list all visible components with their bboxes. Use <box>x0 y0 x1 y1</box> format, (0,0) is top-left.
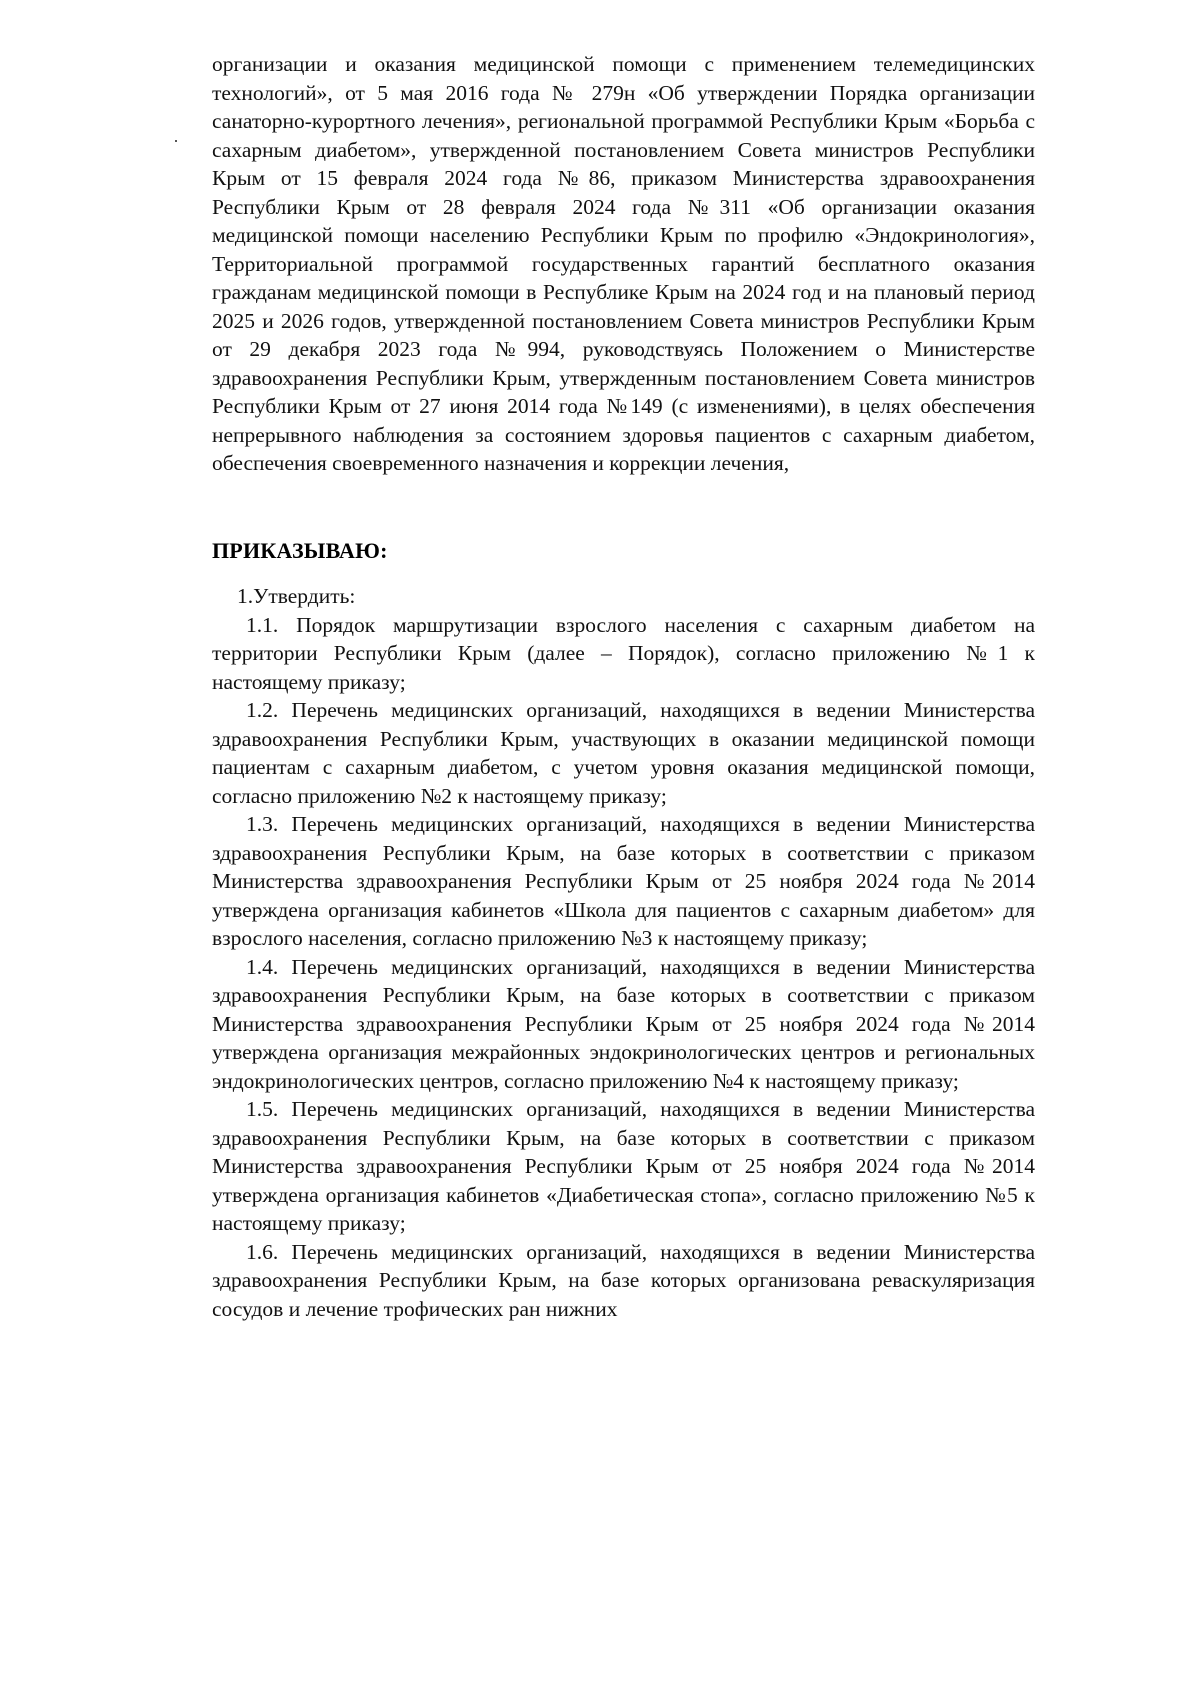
item-1-5: 1.5. Перечень медицинских организаций, находящихся в ведении Министерства здравоохранения Республики Крым, на базе которых в соответствии с приказом Министерства здравоохранения Республики Крым от 25 ноября 2024 года №2014 утверждена организация кабинетов «Диабетическая стопа», согласно приложению №5 к настоящему приказу; <box>212 1097 1035 1235</box>
order-items <box>212 582 1035 1323</box>
item-1-1: 1.1. Порядок маршрутизации взрослого населения с сахарным диабетом на территории Республики Крым (далее – Порядок), согласно приложению №1 к настоящему приказу; <box>212 612 1035 694</box>
point-1: 1.Утвердить: <box>237 584 356 608</box>
item-1-3: 1.3. Перечень медицинских организаций, находящихся в ведении Министерства здравоохранения Республики Крым, на базе которых в соответствии с приказом Министерства здравоохранения Республики Крым от 25 ноября 2024 года №2014 утверждена организация кабинетов «Школа для пациентов с сахарным диабетом» для взрослого населения, согласно приложению №3 к настоящему приказу; <box>212 812 1035 950</box>
item-1-6: 1.6. Перечень медицинских организаций, находящихся в ведении Министерства здравоохранения Республики Крым, на базе которых организована реваскуляризация сосудов и лечение трофических ран нижних <box>212 1239 1035 1321</box>
item-1-2: 1.2. Перечень медицинских организаций, находящихся в ведении Министерства здравоохранения Республики Крым, участвующих в оказании медицинской помощи пациентам с сахарным диабетом, с учетом уровня оказания медицинской помощи, согласно приложению №2 к настоящему приказу; <box>212 698 1035 808</box>
item-1-4: 1.4. Перечень медицинских организаций, находящихся в ведении Министерства здравоохранения Республики Крым, на базе которых в соответствии с приказом Министерства здравоохранения Республики Крым от 25 ноября 2024 года №2014 утверждена организация межрайонных эндокринологических центров и региональных эндокринологических центров, согласно приложению №4 к настоящему приказу; <box>212 954 1035 1093</box>
intro-paragraph: организации и оказания медицинской помощи с применением телемедицинских технологий», от 5 мая 2016 года № 279н «Об утверждении Порядка организации санаторно-курортного лечения», региональной программой Республики Крым «Борьба с сахарным диабетом», утвержденной постановлением Совета министров Республики Крым от 15 февраля 2024 года №86, приказом Министерства здравоохранения Республики Крым от 28 февраля 2024 года №311 «Об организации оказания медицинской помощи населению Республики Крым по профилю «Эндокринология», Территориальной программой государственных гарантий бесплатного оказания гражданам медицинской помощи в Республике Крым на 2024 год и на плановый период 2025 и 2026 годов, утвержденной постановлением Совета министров Республики Крым от 29 декабря 2023 года №994, руководствуясь Положением о Министерстве здравоохранения Республики Крым, утвержденным постановлением Совета министров Республики Крым от 27 июня 2014 года №149 (с изменениями), в целях обеспечения непрерывного наблюдения за состоянием здоровья пациентов с сахарным диабетом, обеспечения своевременного назначения и коррекции лечения, <box>212 52 1035 475</box>
scan-speck <box>175 140 177 142</box>
order-heading: ПРИКАЗЫВАЮ: <box>212 538 388 563</box>
